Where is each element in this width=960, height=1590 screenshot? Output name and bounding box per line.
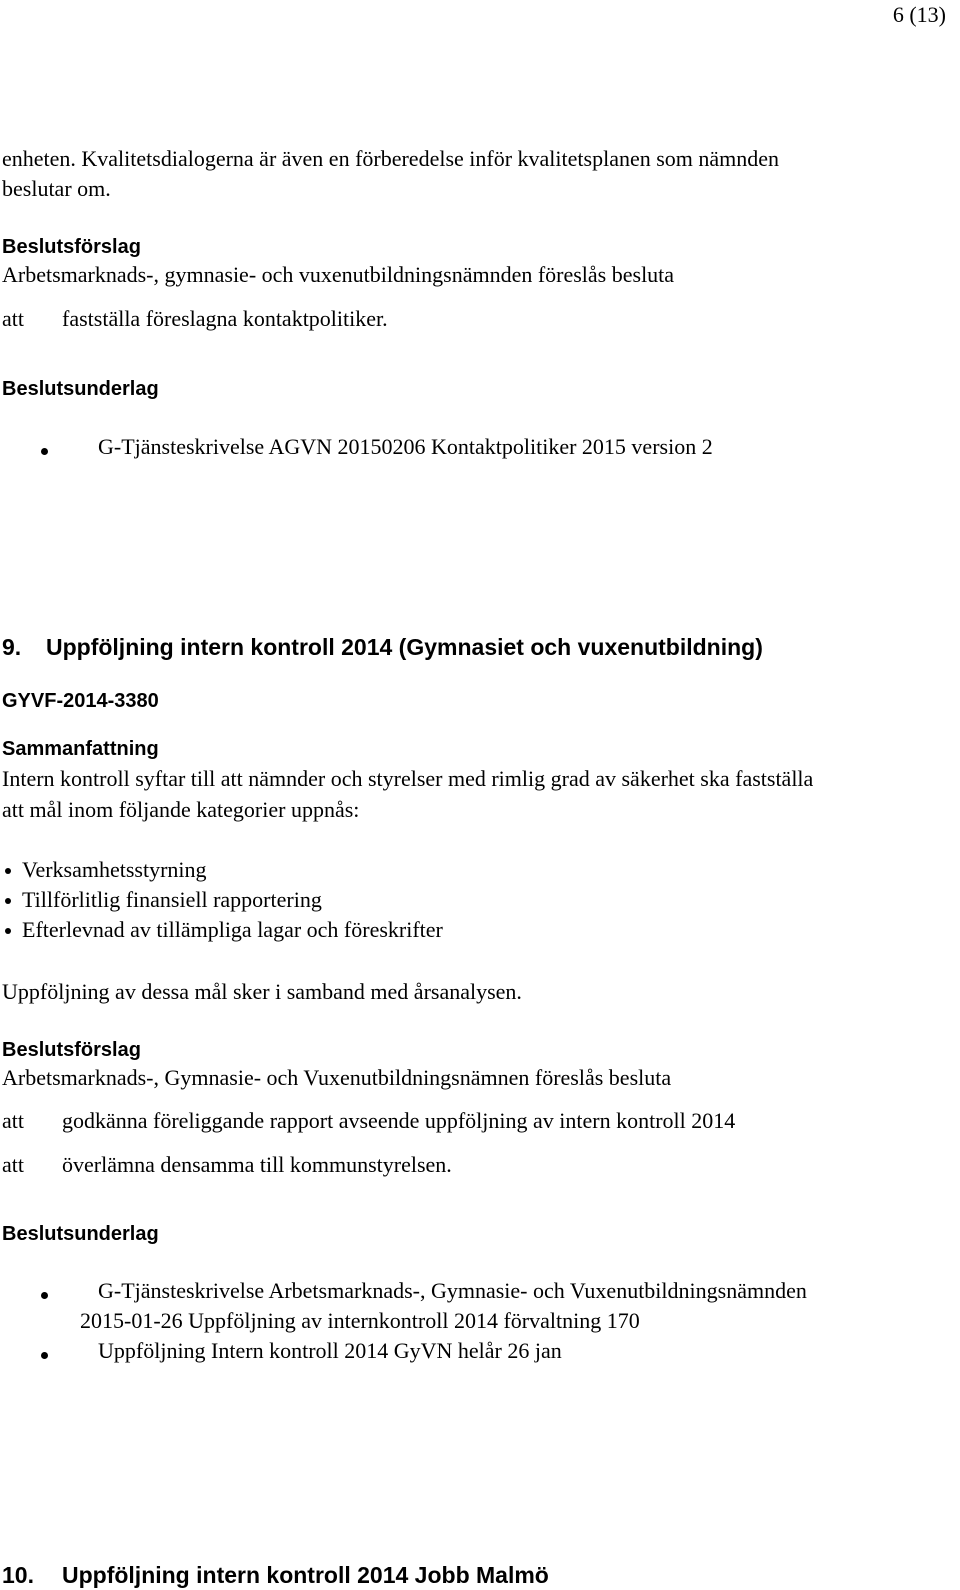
beslutsunderlag-heading: Beslutsunderlag	[2, 1223, 159, 1245]
underlag-item: G-Tjänsteskrivelse AGVN 20150206 Kontaktpolitiker 2015 version 2	[98, 434, 713, 459]
att-text: godkänna föreliggande rapport avseende uppföljning av intern kontroll 2014	[62, 1108, 736, 1133]
case-id: GYVF-2014-3380	[2, 690, 159, 712]
bullet-dot	[5, 868, 11, 874]
item-title: Uppföljning intern kontroll 2014 Jobb Malmö	[62, 1562, 549, 1588]
continuation-line-2: beslutar om.	[2, 176, 111, 201]
continuation-line-1: enheten. Kvalitetsdialogerna är även en förberedelse inför kvalitetsplanen som nämnden	[2, 146, 780, 171]
att-label: att	[2, 306, 24, 331]
underlag-item-line-1: G-Tjänsteskrivelse Arbetsmarknads-, Gymnasie- och Vuxenutbildningsnämnden	[98, 1278, 807, 1303]
bullet-dot	[41, 448, 48, 455]
category-item: Tillförlitlig finansiell rapportering	[22, 887, 322, 912]
att-label: att	[2, 1152, 24, 1177]
item-number: 9.	[2, 634, 22, 660]
item-title: Uppföljning intern kontroll 2014 (Gymnasiet och vuxenutbildning)	[46, 634, 763, 660]
bullet-dot	[41, 1352, 48, 1359]
att-label: att	[2, 1108, 24, 1133]
beslutsforslag-heading: Beslutsförslag	[2, 1039, 141, 1061]
underlag-item-line-2: 2015-01-26 Uppföljning av internkontroll 2014 förvaltning 170	[80, 1308, 640, 1333]
page-number: 6 (13)	[892, 2, 946, 27]
beslutsforslag-text: Arbetsmarknads-, Gymnasie- och Vuxenutbildningsnämnen föreslås besluta	[2, 1065, 672, 1090]
underlag-item: Uppföljning Intern kontroll 2014 GyVN helår 26 jan	[98, 1338, 562, 1363]
beslutsunderlag-heading: Beslutsunderlag	[2, 378, 159, 400]
bullet-dot	[5, 928, 11, 934]
summary-line-2: att mål inom följande kategorier uppnås:	[2, 797, 360, 822]
bullet-dot	[41, 1292, 48, 1299]
beslutsforslag-heading: Beslutsförslag	[2, 236, 141, 258]
followup-text: Uppföljning av dessa mål sker i samband med årsanalysen.	[2, 979, 522, 1004]
bullet-dot	[5, 898, 11, 904]
att-text: överlämna densamma till kommunstyrelsen.	[62, 1152, 452, 1177]
category-item: Efterlevnad av tillämpliga lagar och föreskrifter	[22, 917, 443, 942]
beslutsforslag-text: Arbetsmarknads-, gymnasie- och vuxenutbildningsnämnden föreslås besluta	[2, 262, 675, 287]
category-item: Verksamhetsstyrning	[22, 857, 207, 882]
summary-line-1: Intern kontroll syftar till att nämnder och styrelser med rimlig grad av säkerhet ska fastställa	[2, 766, 814, 791]
att-text: fastställa föreslagna kontaktpolitiker.	[62, 306, 388, 331]
item-number: 10.	[2, 1562, 34, 1588]
sammanfattning-heading: Sammanfattning	[2, 738, 159, 760]
